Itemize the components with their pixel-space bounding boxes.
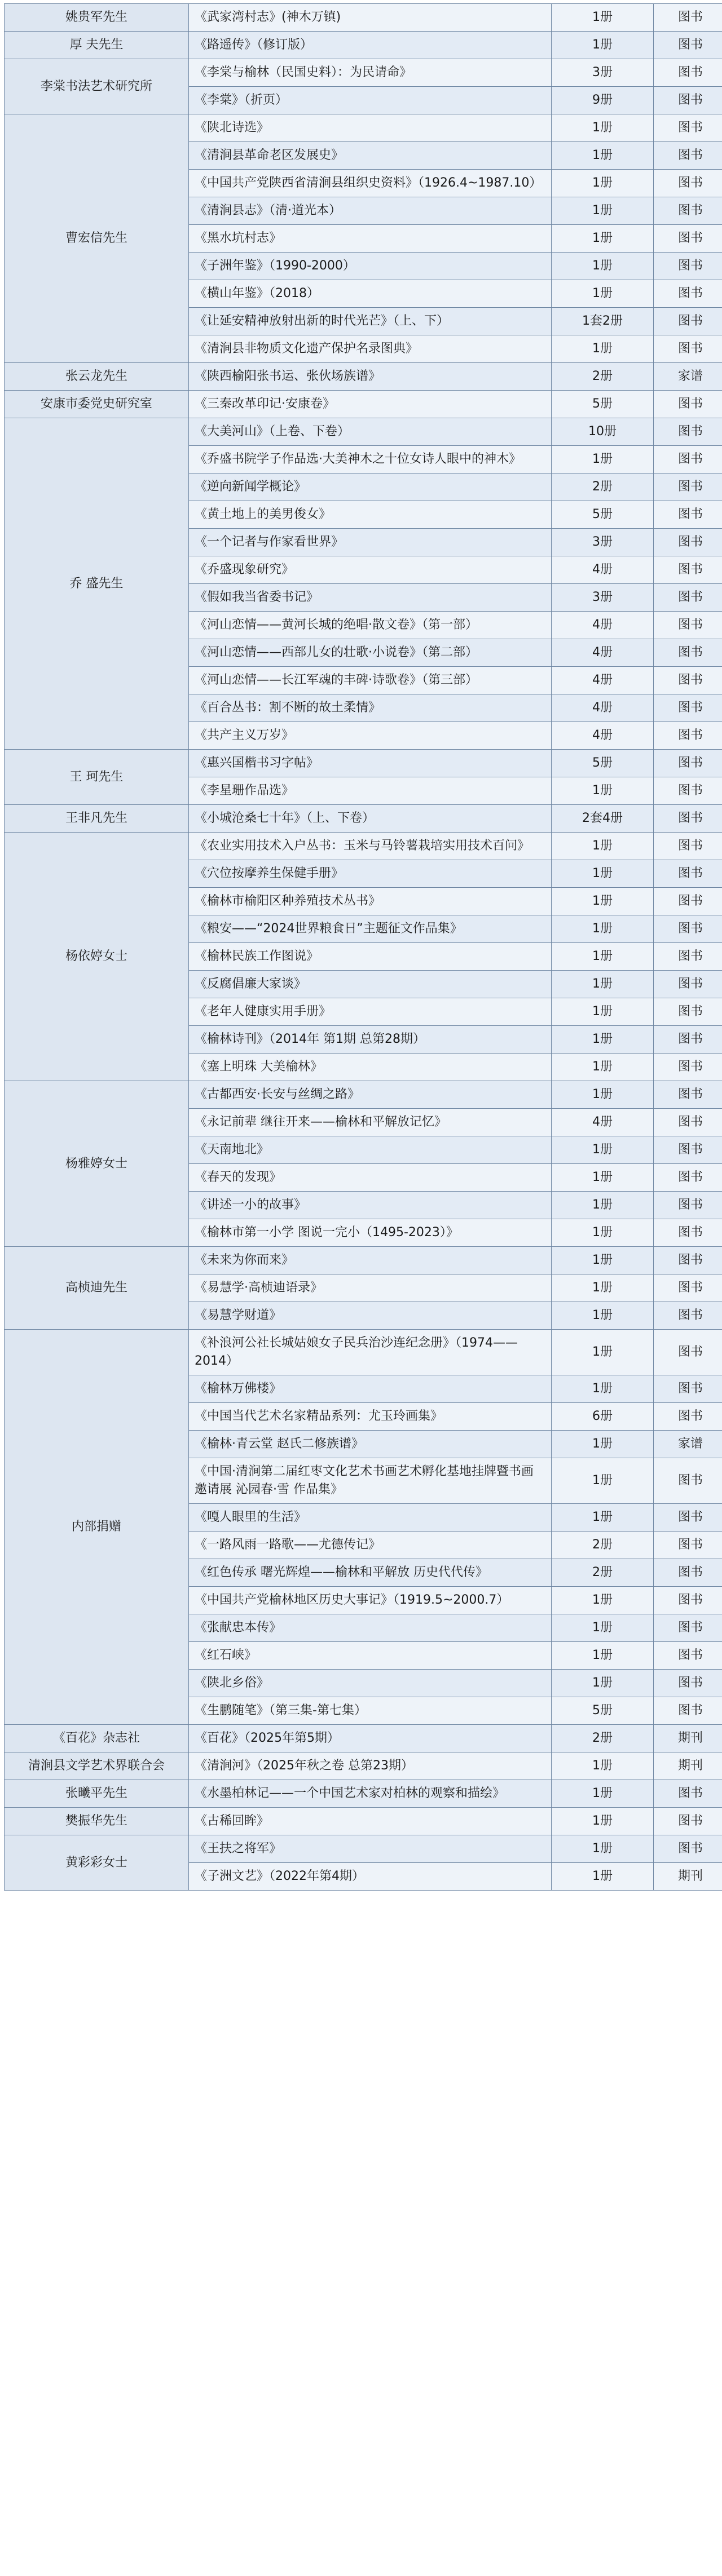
quantity-cell: 1册 (552, 1219, 654, 1247)
title-cell: 《红色传承 曙光辉煌——榆林和平解放 历史代代传》 (189, 1559, 552, 1587)
donor-cell: 王非凡先生 (5, 805, 189, 833)
title-cell: 《古都西安·长安与丝绸之路》 (189, 1081, 552, 1109)
title-cell: 《河山恋情——长江军魂的丰碑·诗歌卷》（第三部） (189, 667, 552, 694)
type-cell: 图书 (654, 308, 722, 335)
title-cell: 《武家湾村志》(神木万镇) (189, 4, 552, 32)
quantity-cell: 1册 (552, 253, 654, 280)
quantity-cell: 1套2册 (552, 308, 654, 335)
type-cell: 期刊 (654, 1752, 722, 1780)
quantity-cell: 1册 (552, 335, 654, 363)
type-cell: 图书 (654, 860, 722, 888)
quantity-cell: 1册 (552, 225, 654, 253)
quantity-cell: 4册 (552, 694, 654, 722)
title-cell: 《河山恋情——黄河长城的绝唱·散文卷》（第一部） (189, 612, 552, 639)
type-cell: 图书 (654, 197, 722, 225)
title-cell: 《横山年鉴》（2018） (189, 280, 552, 308)
quantity-cell: 1册 (552, 1375, 654, 1403)
title-cell: 《乔盛书院学子作品选·大美神木之十位女诗人眼中的神木》 (189, 446, 552, 473)
title-cell: 《中国·清涧第二届红枣文化艺术书画艺术孵化基地挂牌暨书画邀请展 沁园春·雪 作品集》 (189, 1458, 552, 1504)
title-cell: 《百合丛书：割不断的故土柔情》 (189, 694, 552, 722)
title-cell: 《黄土地上的美男俊女》 (189, 501, 552, 529)
quantity-cell: 4册 (552, 722, 654, 750)
quantity-cell: 10册 (552, 418, 654, 446)
quantity-cell: 1册 (552, 1780, 654, 1808)
title-cell: 《一个记者与作家看世界》 (189, 529, 552, 556)
type-cell: 图书 (654, 1587, 722, 1614)
type-cell: 图书 (654, 1458, 722, 1504)
quantity-cell: 1册 (552, 1670, 654, 1697)
title-cell: 《塞上明珠 大美榆林》 (189, 1054, 552, 1081)
type-cell: 图书 (654, 750, 722, 777)
quantity-cell: 1册 (552, 1431, 654, 1458)
title-cell: 《一路风雨一路歌——尤德传记》 (189, 1532, 552, 1559)
title-cell: 《逆向新闻学概论》 (189, 473, 552, 501)
title-cell: 《清涧县志》（清·道光本） (189, 197, 552, 225)
title-cell: 《生鹏随笔》（第三集-第七集） (189, 1697, 552, 1725)
title-cell: 《古稀回眸》 (189, 1808, 552, 1835)
quantity-cell: 1册 (552, 1026, 654, 1054)
quantity-cell: 1册 (552, 915, 654, 943)
donor-cell: 安康市委党史研究室 (5, 391, 189, 418)
donor-cell: 内部捐赠 (5, 1330, 189, 1725)
quantity-cell: 1册 (552, 280, 654, 308)
donor-cell: 曹宏信先生 (5, 114, 189, 363)
type-cell: 图书 (654, 667, 722, 694)
quantity-cell: 1册 (552, 833, 654, 860)
type-cell: 图书 (654, 114, 722, 142)
title-cell: 《清涧河》（2025年秋之卷 总第23期） (189, 1752, 552, 1780)
title-cell: 《水墨柏林记——一个中国艺术家对柏林的观察和描绘》 (189, 1780, 552, 1808)
type-cell: 图书 (654, 1081, 722, 1109)
type-cell: 图书 (654, 280, 722, 308)
type-cell: 图书 (654, 1670, 722, 1697)
type-cell: 图书 (654, 1697, 722, 1725)
type-cell: 图书 (654, 694, 722, 722)
type-cell: 图书 (654, 1136, 722, 1164)
type-cell: 图书 (654, 1375, 722, 1403)
table-row (5, 391, 722, 418)
type-cell: 期刊 (654, 1863, 722, 1891)
type-cell: 图书 (654, 833, 722, 860)
donor-cell: 杨雅婷女士 (5, 1081, 189, 1247)
donor-cell: 杨依婷女士 (5, 833, 189, 1081)
table-row (5, 363, 722, 391)
title-cell: 《清涧县非物质文化遗产保护名录图典》 (189, 335, 552, 363)
quantity-cell: 1册 (552, 197, 654, 225)
type-cell: 图书 (654, 473, 722, 501)
quantity-cell: 1册 (552, 777, 654, 805)
quantity-cell: 4册 (552, 639, 654, 667)
type-cell: 图书 (654, 446, 722, 473)
type-cell: 图书 (654, 722, 722, 750)
table-row (5, 1808, 722, 1835)
type-cell: 图书 (654, 1247, 722, 1274)
title-cell: 《小城沧桑七十年》（上、下卷） (189, 805, 552, 833)
type-cell: 图书 (654, 1780, 722, 1808)
type-cell: 图书 (654, 1192, 722, 1219)
title-cell: 《榆林诗刊》（2014年 第1期 总第28期） (189, 1026, 552, 1054)
quantity-cell: 1册 (552, 1642, 654, 1670)
type-cell: 图书 (654, 1109, 722, 1136)
quantity-cell: 1册 (552, 1587, 654, 1614)
table-row (5, 750, 722, 777)
donor-cell: 李棠书法艺术研究所 (5, 59, 189, 114)
title-cell: 《张献忠本传》 (189, 1614, 552, 1642)
title-cell: 《李棠》（折页） (189, 87, 552, 114)
type-cell: 图书 (654, 170, 722, 197)
title-cell: 《让延安精神放射出新的时代光芒》（上、下） (189, 308, 552, 335)
quantity-cell: 1册 (552, 446, 654, 473)
type-cell: 图书 (654, 87, 722, 114)
title-cell: 《榆林市榆阳区种养殖技术丛书》 (189, 888, 552, 915)
quantity-cell: 2册 (552, 473, 654, 501)
quantity-cell: 2册 (552, 1725, 654, 1752)
title-cell: 《子洲文艺》（2022年第4期） (189, 1863, 552, 1891)
type-cell: 图书 (654, 335, 722, 363)
type-cell: 图书 (654, 1504, 722, 1532)
table-row (5, 1835, 722, 1863)
table-row (5, 1752, 722, 1780)
quantity-cell: 3册 (552, 529, 654, 556)
table-row (5, 1725, 722, 1752)
type-cell: 图书 (654, 971, 722, 998)
title-cell: 《黑水坑村志》 (189, 225, 552, 253)
quantity-cell: 1册 (552, 1192, 654, 1219)
type-cell: 图书 (654, 1274, 722, 1302)
donor-cell: 王 珂先生 (5, 750, 189, 805)
table-row (5, 114, 722, 142)
table-row (5, 32, 722, 59)
quantity-cell: 1册 (552, 1302, 654, 1330)
type-cell: 图书 (654, 556, 722, 584)
quantity-cell: 2册 (552, 1532, 654, 1559)
table-row (5, 1780, 722, 1808)
donor-cell: 乔 盛先生 (5, 418, 189, 750)
table-row (5, 1330, 722, 1375)
type-cell: 图书 (654, 584, 722, 612)
type-cell: 图书 (654, 59, 722, 87)
title-cell: 《陕北乡俗》 (189, 1670, 552, 1697)
donor-cell: 姚贵军先生 (5, 4, 189, 32)
quantity-cell: 1册 (552, 1136, 654, 1164)
quantity-cell: 1册 (552, 1835, 654, 1863)
type-cell: 图书 (654, 1835, 722, 1863)
table-row (5, 1081, 722, 1109)
title-cell: 《穴位按摩养生保健手册》 (189, 860, 552, 888)
title-cell: 《惠兴国楷书习字帖》 (189, 750, 552, 777)
title-cell: 《中国当代艺术名家精品系列：尤玉玲画集》 (189, 1403, 552, 1431)
title-cell: 《河山恋情——西部儿女的壮歌·小说卷》（第二部） (189, 639, 552, 667)
quantity-cell: 4册 (552, 667, 654, 694)
type-cell: 图书 (654, 777, 722, 805)
donor-cell: 高桢迪先生 (5, 1247, 189, 1330)
table-row (5, 4, 722, 32)
title-cell: 《春天的发现》 (189, 1164, 552, 1192)
type-cell: 图书 (654, 501, 722, 529)
type-cell: 图书 (654, 1330, 722, 1375)
title-cell: 《易慧学·高桢迪语录》 (189, 1274, 552, 1302)
title-cell: 《乔盛现象研究》 (189, 556, 552, 584)
title-cell: 《陕西榆阳张书运、张伙场族谱》 (189, 363, 552, 391)
donor-cell: 清涧县文学艺术界联合会 (5, 1752, 189, 1780)
type-cell: 图书 (654, 391, 722, 418)
title-cell: 《红石峡》 (189, 1642, 552, 1670)
title-cell: 《大美河山》（上卷、下卷） (189, 418, 552, 446)
title-cell: 《陕北诗选》 (189, 114, 552, 142)
type-cell: 图书 (654, 915, 722, 943)
type-cell: 图书 (654, 1808, 722, 1835)
quantity-cell: 6册 (552, 1403, 654, 1431)
quantity-cell: 1册 (552, 32, 654, 59)
type-cell: 图书 (654, 1164, 722, 1192)
quantity-cell: 4册 (552, 1109, 654, 1136)
type-cell: 家谱 (654, 363, 722, 391)
type-cell: 图书 (654, 1614, 722, 1642)
quantity-cell: 1册 (552, 1808, 654, 1835)
donor-cell: 《百花》杂志社 (5, 1725, 189, 1752)
table-body (5, 4, 722, 1891)
title-cell: 《补浪河公社长城姑娘女子民兵治沙连纪念册》（1974——2014） (189, 1330, 552, 1375)
quantity-cell: 5册 (552, 391, 654, 418)
quantity-cell: 1册 (552, 1863, 654, 1891)
type-cell: 图书 (654, 32, 722, 59)
title-cell: 《李棠与榆林（民国史料）：为民请命》 (189, 59, 552, 87)
table-row (5, 805, 722, 833)
quantity-cell: 1册 (552, 971, 654, 998)
title-cell: 《中国共产党榆林地区历史大事记》（1919.5~2000.7） (189, 1587, 552, 1614)
quantity-cell: 2套4册 (552, 805, 654, 833)
type-cell: 图书 (654, 998, 722, 1026)
title-cell: 《农业实用技术入户丛书：玉米与马铃薯栽培实用技术百问》 (189, 833, 552, 860)
type-cell: 图书 (654, 253, 722, 280)
type-cell: 图书 (654, 888, 722, 915)
title-cell: 《嘎人眼里的生活》 (189, 1504, 552, 1532)
quantity-cell: 1册 (552, 170, 654, 197)
quantity-cell: 1册 (552, 1081, 654, 1109)
quantity-cell: 1册 (552, 1164, 654, 1192)
title-cell: 《假如我当省委书记》 (189, 584, 552, 612)
type-cell: 图书 (654, 639, 722, 667)
table-row (5, 1247, 722, 1274)
title-cell: 《王扶之将军》 (189, 1835, 552, 1863)
type-cell: 图书 (654, 418, 722, 446)
type-cell: 图书 (654, 529, 722, 556)
type-cell: 图书 (654, 943, 722, 971)
quantity-cell: 1册 (552, 4, 654, 32)
quantity-cell: 1册 (552, 1614, 654, 1642)
table-row (5, 418, 722, 446)
type-cell: 图书 (654, 1302, 722, 1330)
quantity-cell: 1册 (552, 1054, 654, 1081)
title-cell: 《天南地北》 (189, 1136, 552, 1164)
title-cell: 《易慧学财道》 (189, 1302, 552, 1330)
type-cell: 图书 (654, 1054, 722, 1081)
quantity-cell: 1册 (552, 114, 654, 142)
quantity-cell: 5册 (552, 501, 654, 529)
type-cell: 图书 (654, 1559, 722, 1587)
donor-cell: 张曦平先生 (5, 1780, 189, 1808)
quantity-cell: 1册 (552, 1274, 654, 1302)
quantity-cell: 4册 (552, 612, 654, 639)
type-cell: 图书 (654, 142, 722, 170)
table-row (5, 59, 722, 87)
quantity-cell: 1册 (552, 860, 654, 888)
type-cell: 图书 (654, 1219, 722, 1247)
title-cell: 《榆林·青云堂 赵氏二修族谱》 (189, 1431, 552, 1458)
title-cell: 《三秦改革印记·安康卷》 (189, 391, 552, 418)
type-cell: 图书 (654, 1026, 722, 1054)
title-cell: 《共产主义万岁》 (189, 722, 552, 750)
type-cell: 图书 (654, 4, 722, 32)
quantity-cell: 1册 (552, 1247, 654, 1274)
type-cell: 家谱 (654, 1431, 722, 1458)
quantity-cell: 2册 (552, 1559, 654, 1587)
quantity-cell: 1册 (552, 943, 654, 971)
quantity-cell: 1册 (552, 142, 654, 170)
quantity-cell: 5册 (552, 750, 654, 777)
donation-table (4, 3, 722, 1891)
title-cell: 《榆林万佛楼》 (189, 1375, 552, 1403)
title-cell: 《粮安——“2024世界粮食日”主题征文作品集》 (189, 915, 552, 943)
quantity-cell: 9册 (552, 87, 654, 114)
type-cell: 图书 (654, 612, 722, 639)
title-cell: 《清涧县革命老区发展史》 (189, 142, 552, 170)
quantity-cell: 1册 (552, 1330, 654, 1375)
quantity-cell: 4册 (552, 556, 654, 584)
donor-cell: 樊振华先生 (5, 1808, 189, 1835)
title-cell: 《中国共产党陕西省清涧县组织史资料》（1926.4~1987.10） (189, 170, 552, 197)
quantity-cell: 1册 (552, 888, 654, 915)
title-cell: 《反腐倡廉大家谈》 (189, 971, 552, 998)
title-cell: 《榆林市第一小学 图说一完小（1495-2023）》 (189, 1219, 552, 1247)
type-cell: 图书 (654, 1532, 722, 1559)
quantity-cell: 1册 (552, 1752, 654, 1780)
quantity-cell: 1册 (552, 1504, 654, 1532)
type-cell: 图书 (654, 805, 722, 833)
title-cell: 《子洲年鉴》（1990-2000） (189, 253, 552, 280)
title-cell: 《百花》（2025年第5期） (189, 1725, 552, 1752)
title-cell: 《李星珊作品选》 (189, 777, 552, 805)
title-cell: 《讲述一小的故事》 (189, 1192, 552, 1219)
quantity-cell: 3册 (552, 59, 654, 87)
type-cell: 图书 (654, 225, 722, 253)
quantity-cell: 1册 (552, 998, 654, 1026)
title-cell: 《未来为你而来》 (189, 1247, 552, 1274)
quantity-cell: 1册 (552, 1458, 654, 1504)
title-cell: 《路遥传》（修订版） (189, 32, 552, 59)
table-row (5, 833, 722, 860)
title-cell: 《榆林民族工作图说》 (189, 943, 552, 971)
type-cell: 图书 (654, 1642, 722, 1670)
type-cell: 期刊 (654, 1725, 722, 1752)
type-cell: 图书 (654, 1403, 722, 1431)
title-cell: 《老年人健康实用手册》 (189, 998, 552, 1026)
quantity-cell: 2册 (552, 363, 654, 391)
title-cell: 《永记前辈 继往开来——榆林和平解放记忆》 (189, 1109, 552, 1136)
quantity-cell: 3册 (552, 584, 654, 612)
quantity-cell: 5册 (552, 1697, 654, 1725)
donor-cell: 黄彩彩女士 (5, 1835, 189, 1891)
donor-cell: 张云龙先生 (5, 363, 189, 391)
donor-cell: 厚 夫先生 (5, 32, 189, 59)
